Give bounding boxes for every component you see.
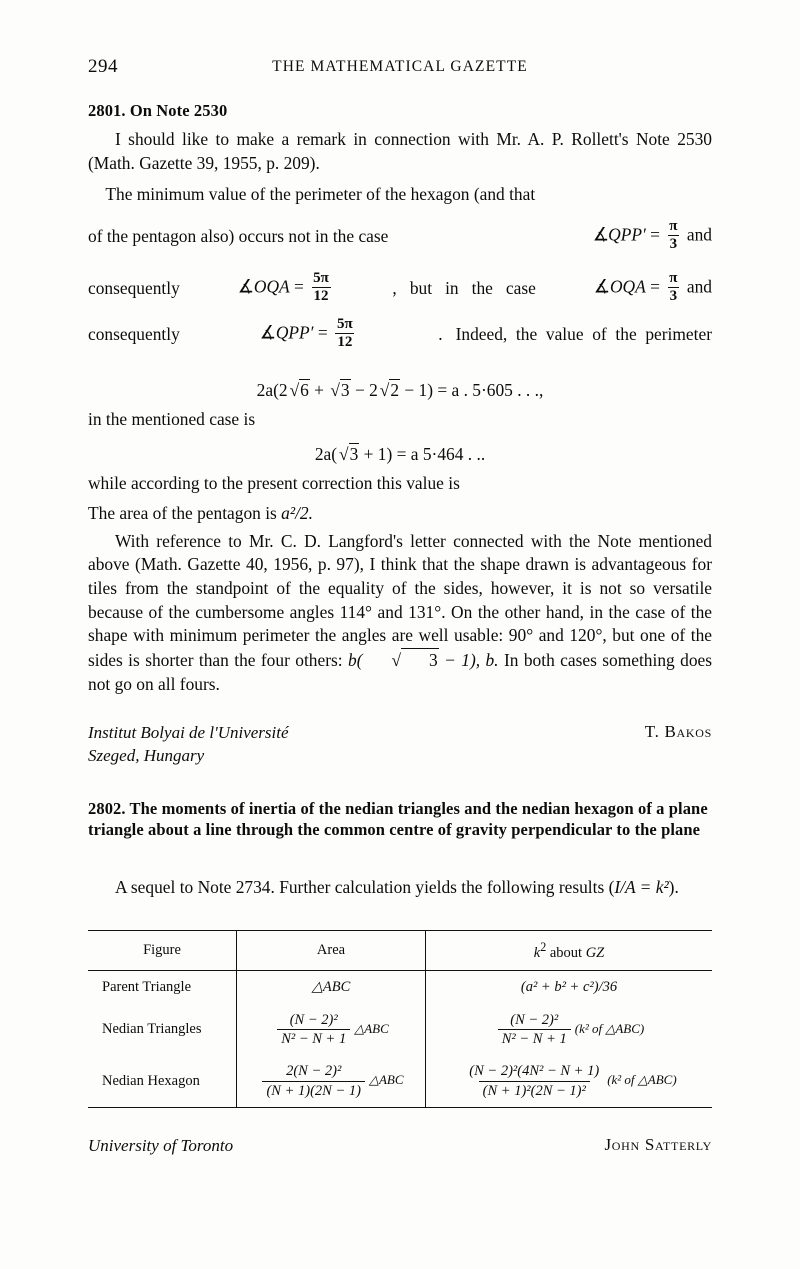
sqrt-icon: √6 xyxy=(289,380,309,400)
affiliation-line-1: University of Toronto xyxy=(88,1136,234,1155)
equation-perimeter-original: 2a(2 √6 + √3 − 2 √2 − 1) = a . 5·605 . . ., xyxy=(256,380,544,400)
angle-expression-2: ∡OQA = $\frac{5\pi}{12}$ xyxy=(237,269,329,304)
angle-icon: ∡ xyxy=(594,275,611,297)
column-header-k2: $k^2$ about GZ xyxy=(426,931,713,970)
math-line-3 xyxy=(88,262,712,314)
angle-expression-4: ∡QPP′ = $\frac{5\pi}{12}$ xyxy=(259,315,353,350)
row-label: Parent Triangle xyxy=(102,978,192,995)
note-2801-paragraph-4: while according to the present correction this value is xyxy=(88,473,460,493)
results-table xyxy=(88,930,712,1108)
row-label: Nedian Triangles xyxy=(102,1021,202,1038)
math-line-3-middle: , but in the case xyxy=(392,277,536,298)
page-number: 294 xyxy=(88,56,118,77)
note-2801-math-paragraph xyxy=(88,178,712,354)
row-k2: (N − 2)² N² − N + 1 (k² of △ABC) xyxy=(426,1004,713,1055)
table-header-row xyxy=(88,931,712,970)
row-label: Nedian Hexagon xyxy=(102,1072,200,1089)
math-line-1-text: The minimum value of the perimeter of the hexagon (and that xyxy=(105,183,536,204)
table-row xyxy=(88,1055,712,1106)
row-area: (N − 2)² N² − N + 1 △ABC xyxy=(237,1004,426,1055)
row-k2: (a² + b² + c²)/36 xyxy=(426,970,713,1004)
angle-icon: ∡ xyxy=(592,223,609,245)
fraction-5pi-12: $\frac{5\pi}{12}$ xyxy=(336,315,353,350)
math-line-3-lead: consequently xyxy=(88,277,180,298)
note-2802-signature xyxy=(88,1135,712,1158)
row-k2: (N − 2)²(4N² − N + 1) (N + 1)²(2N − 1)² (k² of △ABC) xyxy=(426,1055,713,1106)
angle-icon: ∡ xyxy=(237,275,255,297)
math-line-4 xyxy=(88,314,712,354)
note-2801-area-statement xyxy=(88,502,712,696)
sqrt-icon: √2 xyxy=(379,380,400,400)
row-area: △ABC xyxy=(237,970,426,1004)
sqrt-icon: √3 xyxy=(330,380,350,400)
fraction-5pi-12: $\frac{5\pi}{12}$ xyxy=(313,269,329,304)
angle-icon: ∡ xyxy=(259,321,277,343)
area-fraction: 2(N − 2)² (N + 1)(2N − 1) xyxy=(262,1063,364,1098)
table-row xyxy=(88,1004,712,1055)
area-statement-math: a²/2. xyxy=(281,503,313,523)
intro-formula: I/A = k² xyxy=(614,877,669,897)
note-2801-title: 2801. On Note 2530 xyxy=(88,101,228,120)
fraction-pi-3: $\frac{\pi}{3}$ xyxy=(669,269,678,304)
note-2801-paragraph-3: in the mentioned case is xyxy=(88,409,256,429)
k2-fraction: (N − 2)²(4N² − N + 1) (N + 1)²(2N − 1)² xyxy=(469,1063,600,1099)
sqrt-icon: √3 xyxy=(339,444,359,464)
journal-title: THE MATHEMATICAL GAZETTE xyxy=(272,58,528,75)
math-line-2 xyxy=(88,210,712,262)
area-statement-text: The area of the pentagon is xyxy=(88,503,282,523)
note-2802-intro: A sequel to Note 2734. Further calculation yields the following results (I/A = k²). xyxy=(114,877,679,897)
affiliation-line-2: Szeged, Hungary xyxy=(88,745,205,765)
math-line-4-lead: consequently xyxy=(88,323,180,344)
note-2801-signature xyxy=(88,722,712,768)
fraction-pi-3: $\frac{\pi}{3}$ xyxy=(669,217,678,252)
angle-expression-3: ∡OQA = $\frac{\pi}{3}$ and xyxy=(594,269,712,304)
equation-perimeter-corrected: 2a( √3 + 1) = a 5·464 . .. xyxy=(314,444,486,464)
author-name: John Satterly xyxy=(604,1135,712,1154)
angle-expression-1: ∡QPP′ = $\frac{\pi}{3}$ and xyxy=(592,217,712,252)
note-2801-paragraph-6: With reference to Mr. C. D. Langford's letter connected with the Note mentioned above (Math. Gazette 40, 1956, p. 97), I think that the shape drawn is advantageous for tiles from the standpoint of the equality of the sides, however, it is not so versatile because of the cumbersome angles 114° and 131°. On the other hand, in the case of the shape with minimum perimeter the angles are well usable: 90° and 120°, but one of the sides is shorter than the four others: b( √ 3 − 1), b. In both cases something does not go on all fours. xyxy=(88,530,713,694)
k2-fraction: (N − 2)² N² − N + 1 xyxy=(498,1012,571,1047)
column-header-area: Area xyxy=(237,931,426,970)
author-name: T. Bakos xyxy=(644,722,712,741)
running-head xyxy=(88,56,712,78)
math-line-1 xyxy=(88,178,712,210)
note-2802-title: 2802. The moments of inertia of the nedian triangles and the nedian hexagon of a plane triangle about a line through the common centre of gravity perpendicular to the plane xyxy=(88,799,708,840)
column-header-figure: Figure xyxy=(88,931,237,970)
table-row xyxy=(88,970,712,1004)
math-line-4-tail: . Indeed, the value of the perimeter xyxy=(438,323,712,344)
affiliation-line-1: Institut Bolyai de l'Université xyxy=(88,723,289,742)
sqrt-icon: √ 3 xyxy=(363,648,439,673)
math-line-2-text: of the pentagon also) occurs not in the case xyxy=(88,225,389,246)
area-fraction: (N − 2)² N² − N + 1 xyxy=(277,1012,350,1047)
note-2801-paragraph-1: I should like to make a remark in connection with Mr. A. P. Rollett's Note 2530 (Math. Gazette 39, 1955, p. 209). xyxy=(88,129,712,173)
row-area: 2(N − 2)² (N + 1)(2N − 1) △ABC xyxy=(237,1055,426,1106)
